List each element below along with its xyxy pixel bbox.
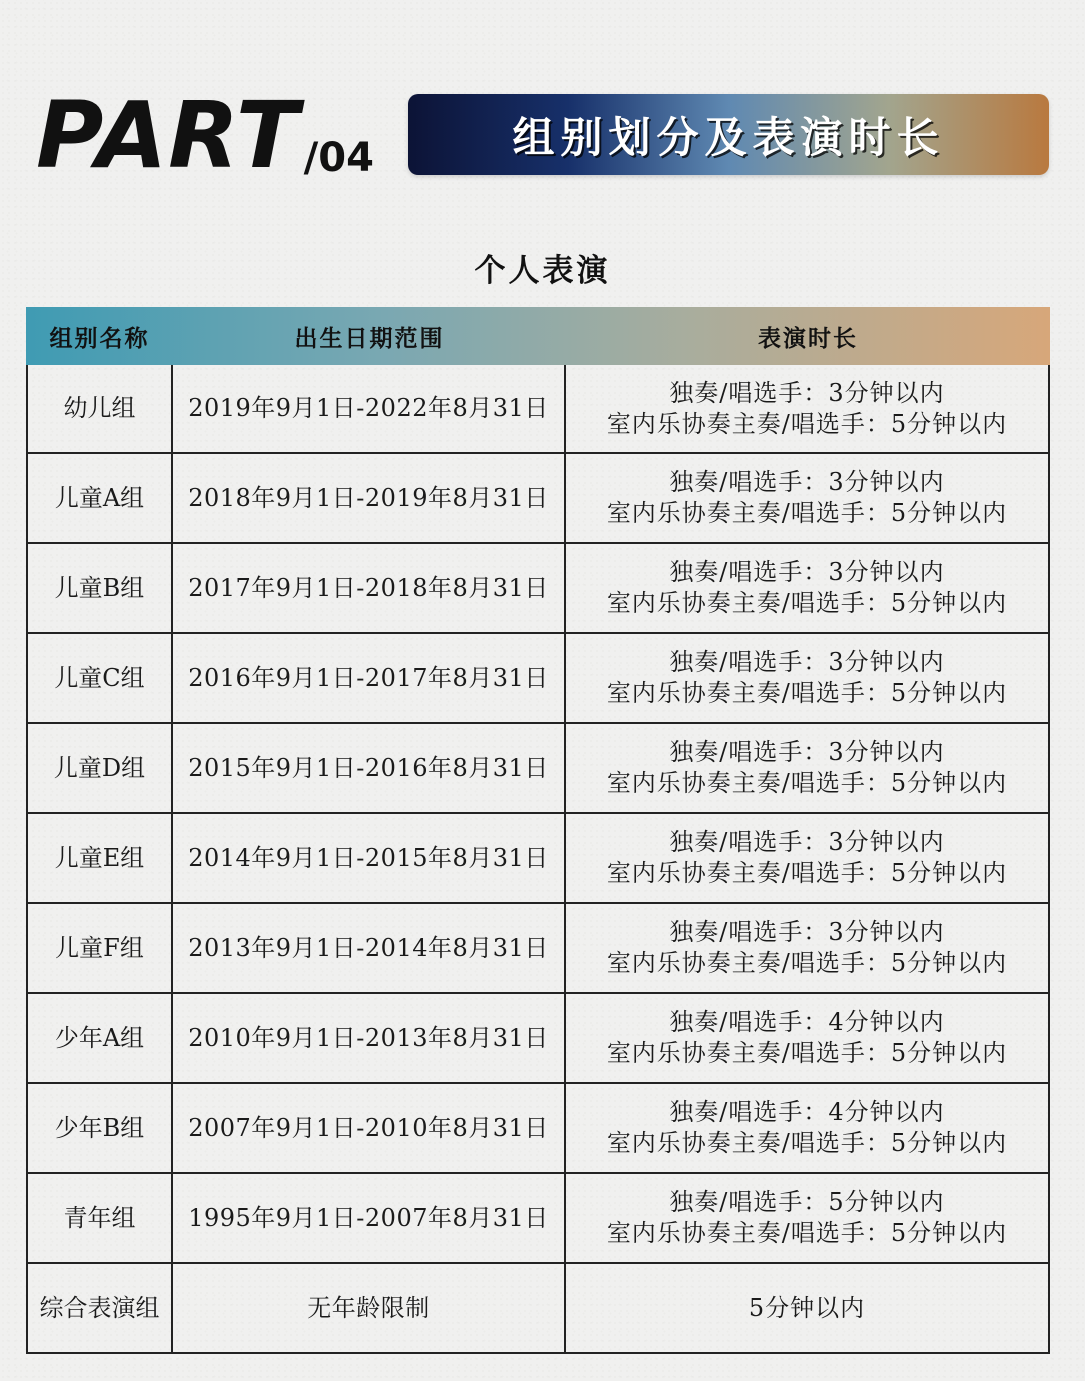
table-body [26, 365, 1050, 1354]
column-header-duration: 表演时长 [758, 325, 858, 352]
duration-line: 5分钟以内 [748, 1293, 866, 1322]
birth-date-range-cell: 2018年9月1日-2019年8月31日 [173, 454, 566, 542]
birth-date-range-cell: 无年龄限制 [173, 1264, 566, 1352]
duration-cell [566, 1174, 1048, 1262]
table-row [28, 365, 1048, 452]
duration-line: 室内乐协奏主奏/唱选手：5分钟以内 [606, 499, 1008, 527]
birth-date-range-cell: 2019年9月1日-2022年8月31日 [173, 365, 566, 452]
section-title: 个人表演 [474, 253, 611, 289]
duration-line: 独奏/唱选手：4分钟以内 [669, 1098, 945, 1126]
duration-cell [566, 365, 1048, 452]
table-row [28, 902, 1048, 992]
table-row [28, 1082, 1048, 1172]
group-name-cell: 少年B组 [28, 1084, 173, 1172]
duration-cell [566, 1084, 1048, 1172]
duration-line: 室内乐协奏主奏/唱选手：5分钟以内 [606, 1219, 1008, 1247]
duration-line: 独奏/唱选手：3分钟以内 [669, 648, 945, 676]
group-name-cell: 综合表演组 [28, 1264, 173, 1352]
duration-line: 室内乐协奏主奏/唱选手：5分钟以内 [606, 769, 1008, 797]
duration-cell [566, 724, 1048, 812]
duration-line: 独奏/唱选手：3分钟以内 [669, 738, 945, 766]
duration-cell [566, 454, 1048, 542]
table-row [28, 632, 1048, 722]
birth-date-range-cell: 2014年9月1日-2015年8月31日 [173, 814, 566, 902]
duration-line: 室内乐协奏主奏/唱选手：5分钟以内 [606, 1129, 1008, 1157]
birth-date-range-cell: 2013年9月1日-2014年8月31日 [173, 904, 566, 992]
table-row [28, 992, 1048, 1082]
duration-line: 独奏/唱选手：3分钟以内 [669, 828, 945, 856]
duration-line: 独奏/唱选手：5分钟以内 [669, 1188, 945, 1216]
table-row [28, 452, 1048, 542]
group-name-cell: 青年组 [28, 1174, 173, 1262]
duration-cell [566, 814, 1048, 902]
column-header-dates: 出生日期范围 [294, 325, 445, 352]
group-name-cell: 儿童C组 [28, 634, 173, 722]
duration-line: 室内乐协奏主奏/唱选手：5分钟以内 [606, 949, 1008, 977]
duration-line: 独奏/唱选手：3分钟以内 [669, 378, 945, 407]
column-header-group: 组别名称 [49, 325, 150, 352]
part-word: PART [36, 82, 300, 189]
group-name-cell: 儿童B组 [28, 544, 173, 632]
birth-date-range-cell: 2015年9月1日-2016年8月31日 [173, 724, 566, 812]
group-name-cell: 儿童A组 [28, 454, 173, 542]
duration-line: 室内乐协奏主奏/唱选手：5分钟以内 [606, 409, 1008, 438]
birth-date-range-cell: 2016年9月1日-2017年8月31日 [173, 634, 566, 722]
group-name-cell: 儿童E组 [28, 814, 173, 902]
table-row [28, 542, 1048, 632]
table-row [28, 1262, 1048, 1352]
birth-date-range-cell: 1995年9月1日-2007年8月31日 [173, 1174, 566, 1262]
duration-line: 室内乐协奏主奏/唱选手：5分钟以内 [606, 1039, 1008, 1067]
table-row [28, 812, 1048, 902]
duration-line: 独奏/唱选手：3分钟以内 [669, 558, 945, 586]
duration-line: 室内乐协奏主奏/唱选手：5分钟以内 [606, 589, 1008, 617]
page-title: 组别划分及表演时长 [512, 112, 945, 162]
duration-line: 独奏/唱选手：3分钟以内 [669, 468, 945, 496]
birth-date-range-cell: 2010年9月1日-2013年8月31日 [173, 994, 566, 1082]
group-name-cell: 儿童F组 [28, 904, 173, 992]
duration-cell [566, 544, 1048, 632]
birth-date-range-cell: 2017年9月1日-2018年8月31日 [173, 544, 566, 632]
birth-date-range-cell: 2007年9月1日-2010年8月31日 [173, 1084, 566, 1172]
group-name-cell: 儿童D组 [28, 724, 173, 812]
duration-cell [566, 904, 1048, 992]
title-banner [408, 94, 1049, 175]
group-name-cell: 少年A组 [28, 994, 173, 1082]
table-row [28, 722, 1048, 812]
duration-line: 独奏/唱选手：4分钟以内 [669, 1008, 945, 1036]
duration-cell [566, 994, 1048, 1082]
table-row [28, 1172, 1048, 1262]
table-header [26, 307, 1050, 365]
part-label [36, 82, 374, 189]
duration-line: 室内乐协奏主奏/唱选手：5分钟以内 [606, 859, 1008, 887]
duration-cell [566, 1264, 1048, 1352]
group-name-cell: 幼儿组 [28, 365, 173, 452]
duration-cell [566, 634, 1048, 722]
duration-line: 室内乐协奏主奏/唱选手：5分钟以内 [606, 679, 1008, 707]
duration-line: 独奏/唱选手：3分钟以内 [669, 918, 945, 946]
groups-table [26, 307, 1050, 1354]
part-number: /04 [303, 135, 374, 181]
